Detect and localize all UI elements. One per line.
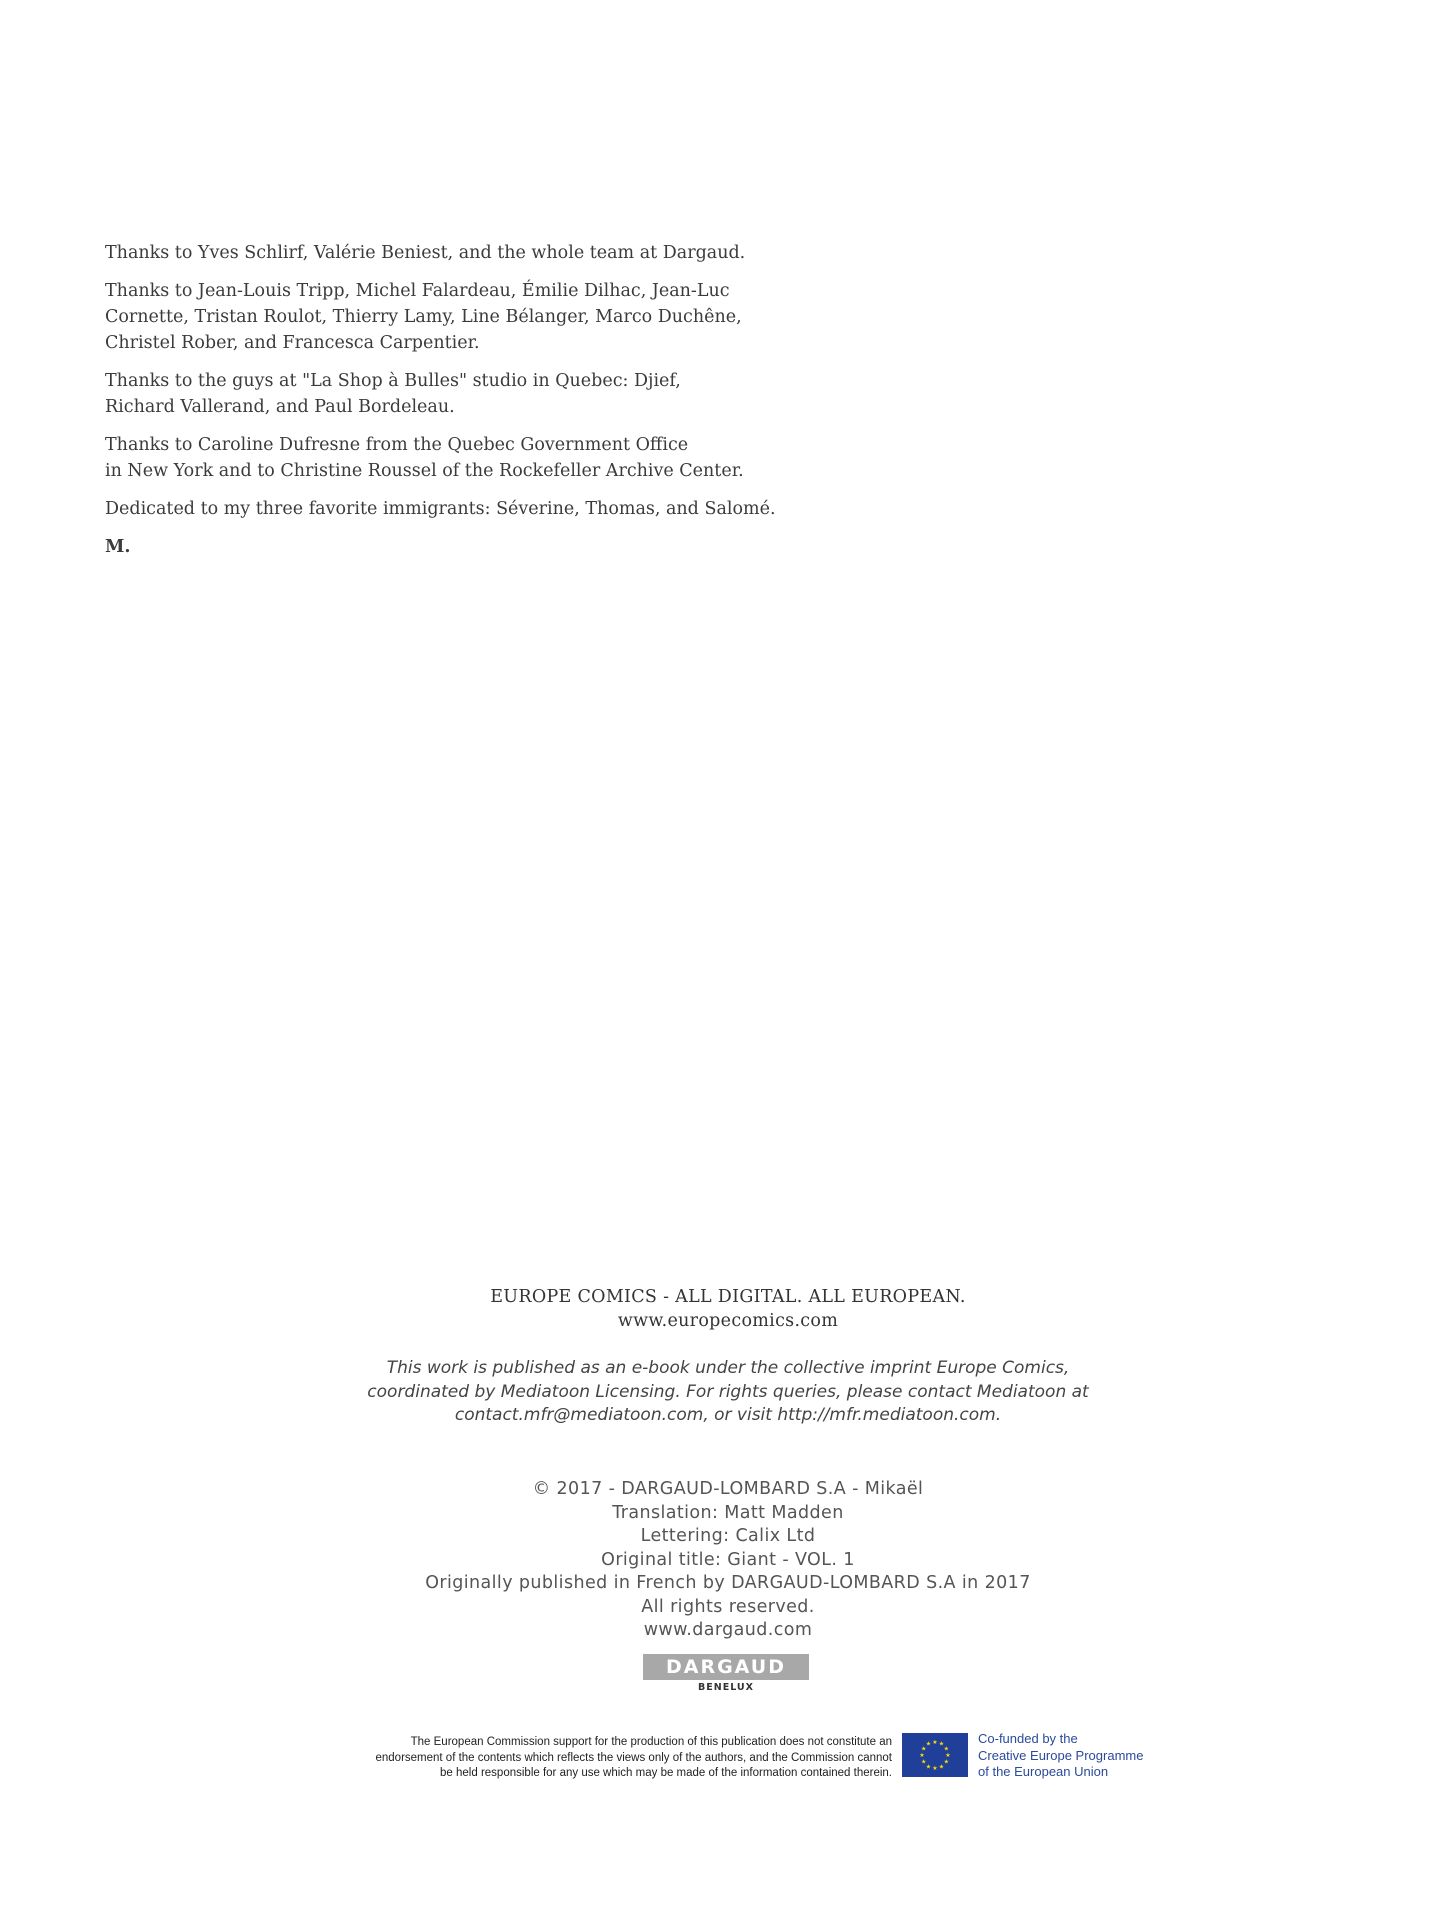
credit-line: Translation: Matt Madden [612, 1502, 844, 1523]
credit-line: Originally published in French by DARGAUD-LOMBARD S.A in 2017 [425, 1573, 1031, 1593]
credit-line: All rights reserved. [641, 1596, 815, 1617]
text-line: Thanks to the guys at "La Shop à Bulles" studio in Quebec: Djief, [105, 371, 681, 391]
eu-star-icon: ★ [943, 1758, 949, 1766]
text-line: in New York and to Christine Roussel of the Rockefeller Archive Center. [105, 461, 744, 481]
eu-star-icon: ★ [925, 1740, 932, 1748]
disclaimer-line: be held responsible for any use which may be made of the information contained therein. [440, 1767, 892, 1779]
imprint-website: www.europecomics.com [617, 1311, 839, 1331]
disclaimer-line: The European Commission support for the production of this publication does not constitute an [410, 1736, 892, 1748]
eu-star-icon: ★ [925, 1763, 932, 1771]
ack-paragraph-3 [105, 368, 805, 420]
ack-paragraph-1 [105, 240, 805, 266]
text-line: Thanks to Jean-Louis Tripp, Michel Falardeau, Émilie Dilhac, Jean-Luc [105, 281, 730, 301]
eu-star-icon: ★ [921, 1745, 927, 1753]
text-line: Thanks to Caroline Dufresne from the Quebec Government Office [105, 435, 689, 455]
eu-funding-text [978, 1731, 1143, 1781]
dargaud-logo [643, 1654, 809, 1693]
text-line: Thanks to Yves Schlirf, Valérie Beniest, and the whole team at Dargaud. [105, 243, 746, 263]
logo-subtitle: BENELUX [698, 1682, 754, 1693]
acknowledgements [105, 240, 805, 572]
credit-line: www.dargaud.com [643, 1620, 813, 1640]
disclaimer-line: endorsement of the contents which reflects the views only of the authors, and the Commission cannot [375, 1751, 892, 1764]
eu-star-icon: ★ [938, 1763, 945, 1771]
ack-paragraph-4 [105, 432, 805, 484]
eu-star-icon: ★ [919, 1752, 925, 1759]
credits [0, 1478, 1456, 1643]
note-line: contact.mfr@mediatoon.com, or visit http://mfr.mediatoon.com. [454, 1405, 1002, 1425]
imprint-tagline: EUROPE COMICS - ALL DIGITAL. ALL EUROPEAN. [490, 1287, 966, 1307]
funding-line: Co-funded by the [978, 1731, 1078, 1746]
imprint-header [0, 1285, 1456, 1333]
eu-star-icon: ★ [921, 1758, 927, 1766]
eu-star-icon: ★ [943, 1745, 949, 1753]
eu-star-icon: ★ [932, 1765, 938, 1772]
logo-wordmark: DARGAUD [643, 1654, 809, 1680]
text-line: Cornette, Tristan Roulot, Thierry Lamy, Line Bélanger, Marco Duchêne, [105, 307, 742, 327]
funding-line: of the European Union [978, 1764, 1109, 1779]
ack-paragraph-2 [105, 278, 805, 356]
credit-line: Original title: Giant - VOL. 1 [601, 1549, 855, 1570]
credit-line: Lettering: Calix Ltd [640, 1526, 816, 1546]
note-line: coordinated by Mediatoon Licensing. For rights queries, please contact Mediatoon at [367, 1381, 1089, 1402]
text-line: Christel Rober, and Francesca Carpentier. [105, 333, 480, 353]
dedication [105, 496, 805, 522]
eu-disclaimer [250, 1735, 892, 1782]
eu-star-icon: ★ [932, 1739, 938, 1746]
eu-star-icon: ★ [945, 1752, 951, 1759]
imprint-note [0, 1357, 1456, 1428]
signature: M. [105, 537, 131, 557]
funding-line: Creative Europe Programme [978, 1747, 1144, 1763]
note-line: This work is published as an e-book under the collective imprint Europe Comics, [386, 1358, 1070, 1378]
eu-star-icon: ★ [938, 1740, 945, 1748]
credit-line: © 2017 - DARGAUD-LOMBARD S.A - Mikaël [532, 1479, 924, 1499]
text-line: Richard Vallerand, and Paul Bordeleau. [105, 397, 455, 417]
eu-flag-icon [902, 1733, 968, 1777]
text-line: Dedicated to my three favorite immigrants: Séverine, Thomas, and Salomé. [105, 499, 776, 519]
